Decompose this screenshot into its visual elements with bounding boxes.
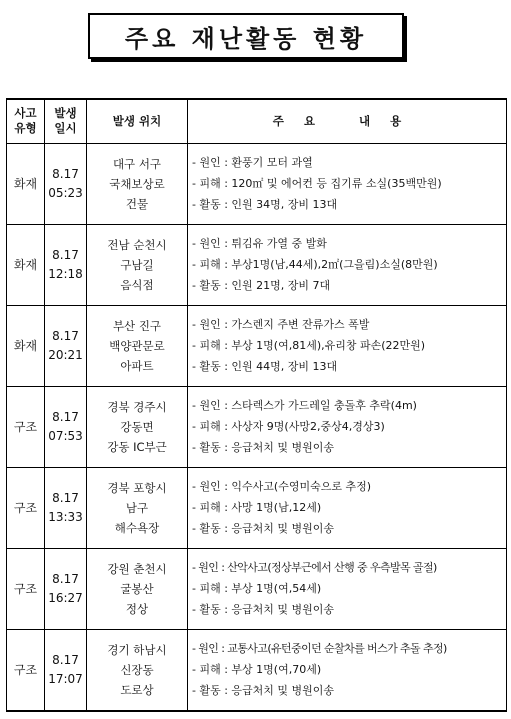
- incident-type: 구조: [7, 467, 45, 548]
- incident-location: 경북 포항시 남구 해수욕장: [87, 467, 188, 548]
- table-row: [7, 143, 507, 224]
- incident-details: - 원인 : 산악사고(정상부근에서 산행 중 우측발목 골절) - 피해 : 부상 1명(여,54세) - 활동 : 응급처치 및 병원이송: [188, 548, 507, 629]
- incident-location: 부산 진구 백양관문로 아파트: [87, 305, 188, 386]
- incident-date: 8.17 17:07: [45, 629, 87, 711]
- incident-location: 강원 춘천시 굴봉산 정상: [87, 548, 188, 629]
- header-date: 발생 일시: [45, 99, 87, 143]
- incident-type: 구조: [7, 629, 45, 711]
- incident-type: 화재: [7, 305, 45, 386]
- incident-details: - 원인 : 교통사고(유턴중이던 순찰차를 버스가 추돌 추정) - 피해 : 부상 1명(여,70세) - 활동 : 응급처치 및 병원이송: [188, 629, 507, 711]
- table-row: [7, 305, 507, 386]
- disaster-activity-table: [6, 98, 507, 712]
- table-row: [7, 386, 507, 467]
- header-location: 발생 위치: [87, 99, 188, 143]
- header-content: 주요 내용: [188, 99, 507, 143]
- title-box: [88, 13, 404, 59]
- incident-date: 8.17 13:33: [45, 467, 87, 548]
- incident-date: 8.17 16:27: [45, 548, 87, 629]
- incident-location: 전남 순천시 구남길 음식점: [87, 224, 188, 305]
- incident-details: - 원인 : 스타렉스가 가드레일 충돌후 추락(4m) - 피해 : 사상자 9명(사망2,중상4,경상3) - 활동 : 응급처치 및 병원이송: [188, 386, 507, 467]
- incident-details: - 원인 : 익수사고(수영미숙으로 추정) - 피해 : 사망 1명(남,12세) - 활동 : 응급처치 및 병원이송: [188, 467, 507, 548]
- incident-location: 경기 하남시 신장동 도로상: [87, 629, 188, 711]
- incident-type: 구조: [7, 386, 45, 467]
- table-row: [7, 548, 507, 629]
- incident-type: 구조: [7, 548, 45, 629]
- incident-details: - 원인 : 가스렌지 주변 잔류가스 폭발 - 피해 : 부상 1명(여,81세),유리창 파손(22만원) - 활동 : 인원 44명, 장비 13대: [188, 305, 507, 386]
- header-type: 사고 유형: [7, 99, 45, 143]
- incident-type: 화재: [7, 143, 45, 224]
- incident-location: 대구 서구 국채보상로 건물: [87, 143, 188, 224]
- table-row: [7, 629, 507, 711]
- incident-date: 8.17 20:21: [45, 305, 87, 386]
- incident-date: 8.17 07:53: [45, 386, 87, 467]
- incident-details: - 원인 : 튀김유 가열 중 발화 - 피해 : 부상1명(남,44세),2㎡(그을림)소실(8만원) - 활동 : 인원 21명, 장비 7대: [188, 224, 507, 305]
- page-title: 주요 재난활동 현황: [124, 24, 368, 53]
- incident-details: - 원인 : 환풍기 모터 과열 - 피해 : 120㎡ 및 에어컨 등 집기류 소실(35백만원) - 활동 : 인원 34명, 장비 13대: [188, 143, 507, 224]
- table-row: [7, 224, 507, 305]
- incident-date: 8.17 12:18: [45, 224, 87, 305]
- header-row: [7, 99, 507, 143]
- table-row: [7, 467, 507, 548]
- incident-location: 경북 경주시 강동면 강동 IC부근: [87, 386, 188, 467]
- incident-date: 8.17 05:23: [45, 143, 87, 224]
- incident-type: 화재: [7, 224, 45, 305]
